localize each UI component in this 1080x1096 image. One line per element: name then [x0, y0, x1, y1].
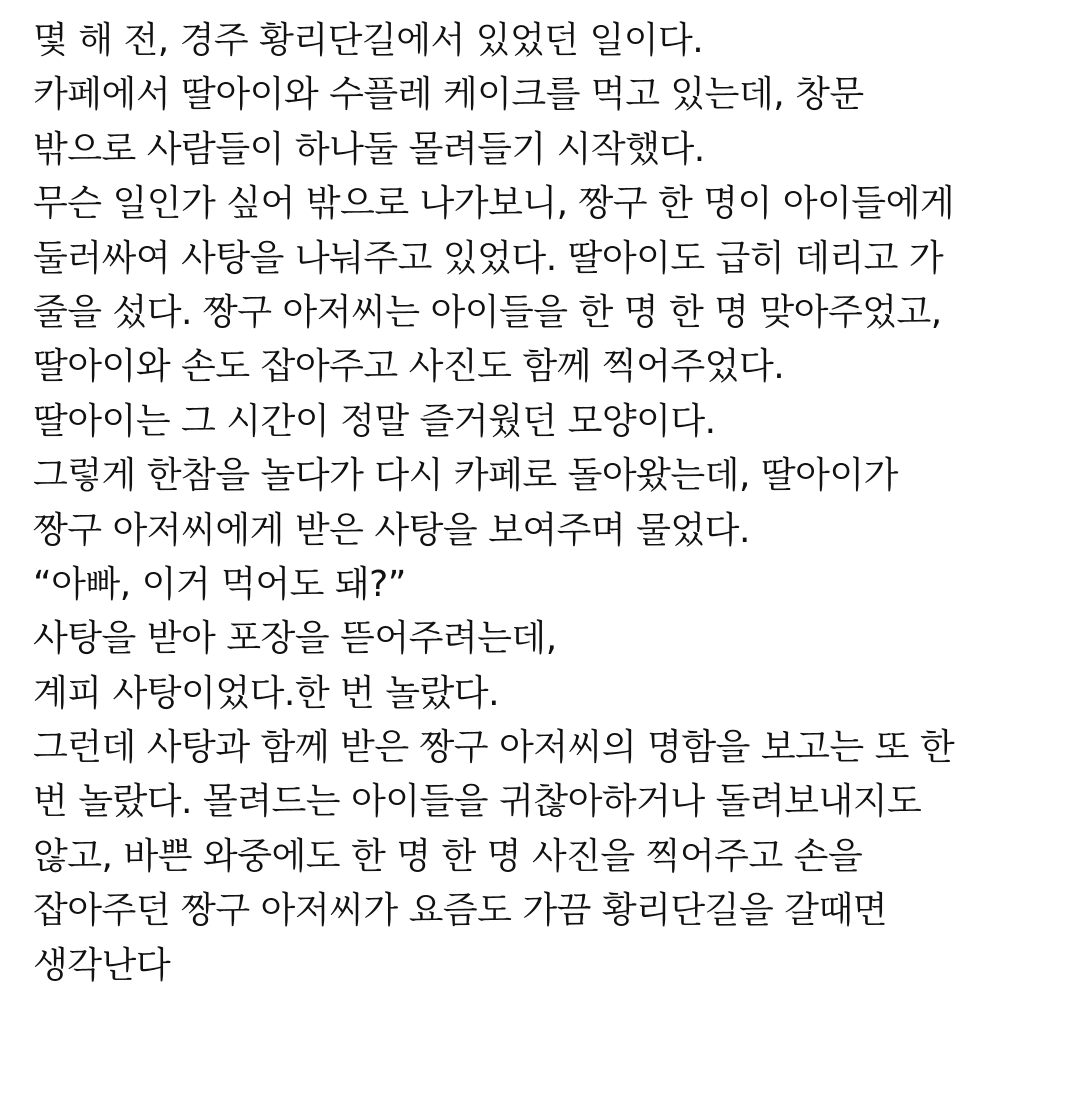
text-line: 짱구 아저씨에게 받은 사탕을 보여주며 물었다.	[33, 509, 750, 551]
text-line: 줄을 섰다. 짱구 아저씨는 아이들을 한 명 한 명 맞아주었고,	[33, 291, 942, 333]
text-line: 생각난다	[33, 944, 171, 986]
text-line: 몇 해 전, 경주 황리단길에서 있었던 일이다.	[33, 20, 704, 61]
text-line: 둘러싸여 사탕을 나눠주고 있었다. 딸아이도 급히 데리고 가	[33, 237, 944, 279]
text-line: 그렇게 한참을 놀다가 다시 카페로 돌아왔는데, 딸아이가	[33, 455, 898, 497]
text-line: 카페에서 딸아이와 수플레 케이크를 먹고 있는데, 창문	[33, 74, 864, 116]
post-body	[33, 14, 1063, 993]
text-line: 번 놀랐다. 몰려드는 아이들을 귀찮아하거나 돌려보내지도	[33, 781, 922, 823]
text-line: 밖으로 사람들이 하나둘 몰려들기 시작했다.	[33, 128, 705, 170]
text-line: 사탕을 받아 포장을 뜯어주려는데,	[33, 618, 557, 660]
text-line: “아빠, 이거 먹어도 돼?”	[33, 563, 406, 605]
text-line: 딸아이는 그 시간이 정말 즐거웠던 모양이다.	[33, 400, 716, 442]
text-line: 무슨 일인가 싶어 밖으로 나가보니, 짱구 한 명이 아이들에게	[33, 183, 955, 225]
text-line: 딸아이와 손도 잡아주고 사진도 함께 찍어주었다.	[33, 346, 785, 388]
text-line: 않고, 바쁜 와중에도 한 명 한 명 사진을 찍어주고 손을	[33, 835, 863, 877]
text-line: 그런데 사탕과 함께 받은 짱구 아저씨의 명함을 보고는 또 한	[33, 727, 955, 769]
text-line: 계피 사탕이었다.한 번 놀랐다.	[33, 672, 500, 714]
text-line: 잡아주던 짱구 아저씨가 요즘도 가끔 황리단길을 갈때면	[33, 890, 888, 932]
